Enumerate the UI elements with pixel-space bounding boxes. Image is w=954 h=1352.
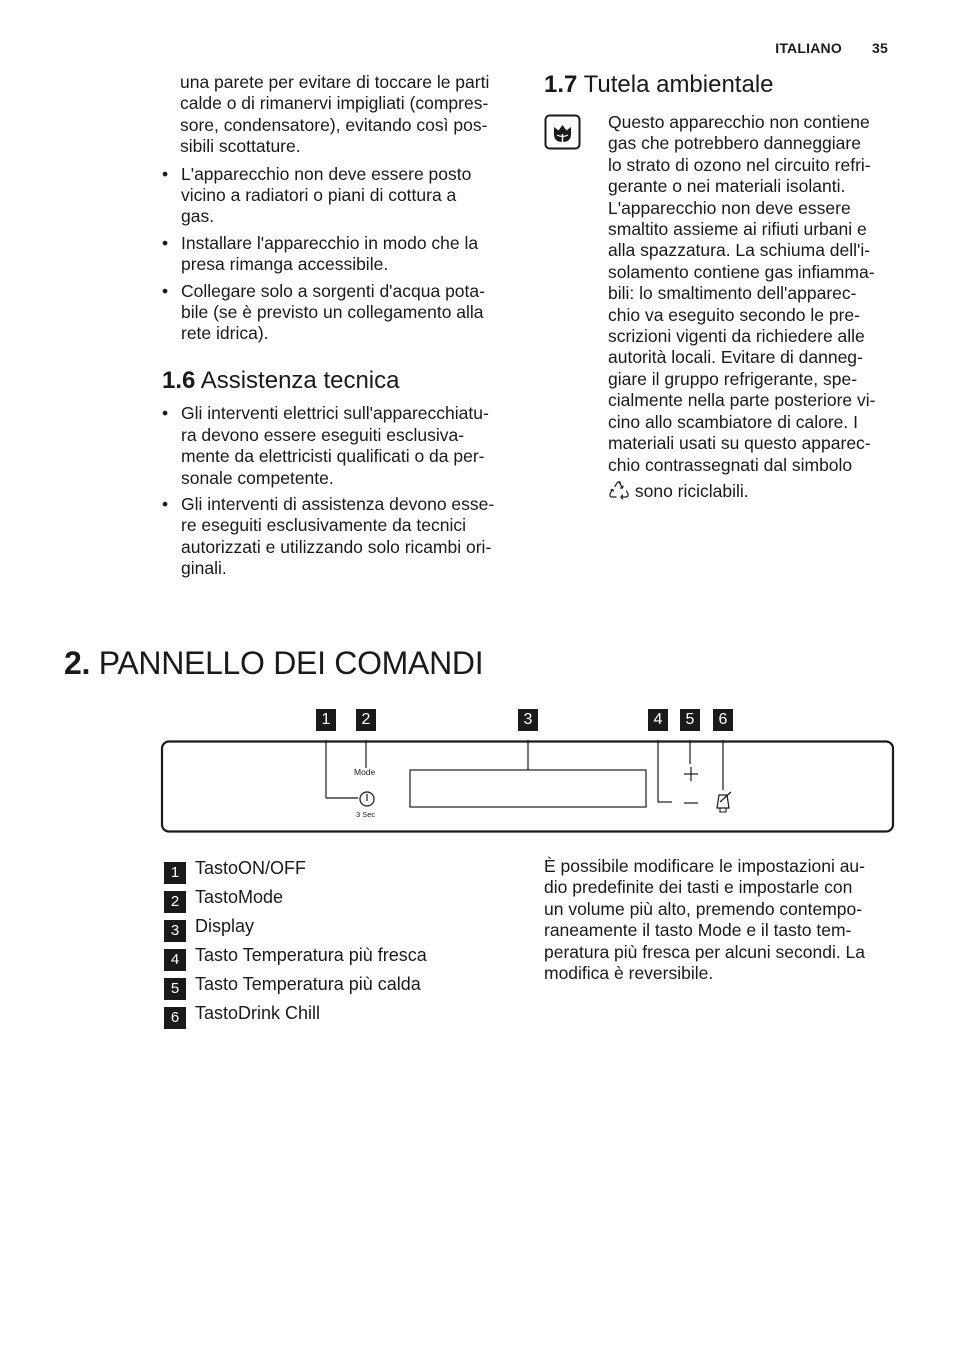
legend-label: TastoMode: [195, 887, 284, 907]
legend-item: [164, 915, 254, 937]
line: mente da elettricisti qualificati o da per-: [181, 446, 485, 467]
list-item: [162, 233, 522, 276]
callout-3: 3: [518, 709, 538, 731]
line: ginali.: [181, 558, 227, 579]
legend-number: 5: [164, 978, 186, 1000]
callout-2: 2: [356, 709, 376, 731]
line: presa rimanga accessibile.: [181, 254, 389, 275]
line: sore, condensatore), evitando così pos-: [180, 114, 488, 135]
legend-number: 3: [164, 920, 186, 942]
intro-paragraph: [162, 72, 522, 158]
recycle-icon: [608, 480, 630, 500]
line: Installare l'apparecchio in modo che la: [181, 232, 479, 253]
line: alla spazzatura. La schiuma dell'i-: [608, 240, 871, 261]
legend-number: 1: [164, 862, 186, 884]
line: un volume più alto, premendo contempo-: [544, 898, 863, 919]
section-title: Tutela ambientale: [583, 71, 774, 98]
line: Questo apparecchio non contiene: [608, 112, 870, 132]
line: raneamente il tasto Mode e il tasto tem-: [544, 920, 852, 941]
chapter-title: PANNELLO DEI COMANDI: [98, 645, 484, 681]
section-heading-1-6: [162, 366, 522, 394]
line: Gli interventi di assistenza devono esse-: [181, 493, 495, 514]
legend-number: 4: [164, 949, 186, 971]
legend-item: [164, 886, 283, 908]
line: rete idrica).: [181, 323, 269, 344]
line: L'apparecchio non deve essere posto: [181, 163, 472, 184]
line: vicino a radiatori o piani di cottura a: [181, 185, 457, 206]
line: cialmente nella parte posteriore vi-: [608, 390, 876, 411]
section-number: 1.6: [162, 366, 196, 394]
line: cino allo scambiatore di calore. I: [608, 411, 858, 432]
drink-chill-button[interactable]: [713, 790, 735, 814]
line: autorizzati e utilizzando solo ricambi ori-: [181, 536, 492, 557]
line: re eseguiti esclusivamente da tecnici: [181, 515, 467, 536]
list-item: [162, 281, 522, 345]
line: modifica è reversibile.: [544, 963, 714, 984]
language-label: ITALIANO: [775, 40, 842, 56]
control-panel-diagram: [160, 740, 895, 834]
sec-label: 3 Sec: [356, 810, 376, 819]
callout-5: 5: [680, 709, 700, 731]
minus-button[interactable]: [681, 794, 701, 812]
line: lo strato di ozono nel circuito refri-: [608, 154, 871, 175]
line: sibili scottature.: [180, 136, 301, 157]
page-number: 35: [872, 40, 888, 56]
left-column: [162, 72, 522, 585]
page-header: [749, 40, 888, 56]
section-heading-1-7: [544, 71, 774, 99]
environment-icon: [544, 114, 582, 150]
legend-label: Tasto Temperatura più calda: [195, 974, 421, 994]
legend-item: [164, 857, 306, 879]
line: gerante o nei materiali isolanti.: [608, 176, 846, 197]
power-button[interactable]: [359, 791, 375, 807]
line: autorità locali. Evitare di danneg-: [608, 347, 863, 368]
callout-6: 6: [713, 709, 733, 731]
legend-label: TastoON/OFF: [195, 858, 307, 878]
legend-label: Display: [195, 916, 255, 936]
line: Gli interventi elettrici sull'apparecchiatu-: [181, 403, 489, 424]
plus-button[interactable]: [681, 764, 701, 784]
list-item: [162, 164, 522, 228]
line: calde o di rimanervi impigliati (compres-: [180, 93, 489, 114]
recycle-line: [608, 480, 749, 502]
display: [410, 770, 646, 807]
line: È possibile modificare le impostazioni au-: [544, 856, 865, 876]
callout-4: 4: [648, 709, 668, 731]
line: una parete per evitare di toccare le parti: [180, 72, 490, 92]
line: chio va eseguito secondo le pre-: [608, 304, 860, 325]
legend-label: Tasto Temperatura più fresca: [195, 945, 427, 965]
line: sonale competente.: [181, 467, 334, 488]
line: gas.: [181, 206, 215, 227]
line: bile (se è previsto un collegamento alla: [181, 302, 484, 323]
chapter-number: 2.: [64, 645, 91, 681]
line: ra devono essere eseguiti esclusiva-: [181, 424, 465, 445]
line: gas che potrebbero danneggiare: [608, 133, 861, 154]
line: dio predefinite dei tasti e impostarle con: [544, 877, 853, 898]
line: L'apparecchio non deve essere: [608, 197, 851, 218]
line: chio contrassegnati dal simbolo: [608, 454, 853, 475]
line: Collegare solo a sorgenti d'acqua pota-: [181, 280, 485, 301]
line: scrizioni vigenti da richiedere alle: [608, 326, 865, 347]
line: materiali usati su questo apparec-: [608, 433, 871, 454]
environment-text: [608, 112, 908, 502]
legend-item: [164, 973, 421, 995]
line: solamento contiene gas infiamma-: [608, 261, 875, 282]
legend-label: TastoDrink Chill: [195, 1003, 321, 1023]
callout-1: 1: [316, 709, 336, 731]
mode-label: Mode: [354, 767, 376, 777]
line: smaltito assieme ai rifiuti urbani e: [608, 219, 867, 240]
line: bili: lo smaltimento dell'apparec-: [608, 283, 857, 304]
section-number: 1.7: [544, 71, 578, 98]
legend-item: [164, 944, 427, 966]
line: peratura più fresca per alcuni secondi. La: [544, 941, 866, 962]
chapter-heading: [64, 645, 483, 682]
list-item: [162, 494, 522, 580]
legend-item: [164, 1002, 320, 1024]
legend-number: 2: [164, 891, 186, 913]
recyclable-text: sono riciclabili.: [634, 480, 749, 501]
section-title: Assistenza tecnica: [200, 366, 400, 394]
legend-number: 6: [164, 1007, 186, 1029]
note-paragraph: [544, 856, 904, 984]
line: giare il gruppo refrigerante, spe-: [608, 368, 858, 389]
list-item: [162, 403, 522, 489]
